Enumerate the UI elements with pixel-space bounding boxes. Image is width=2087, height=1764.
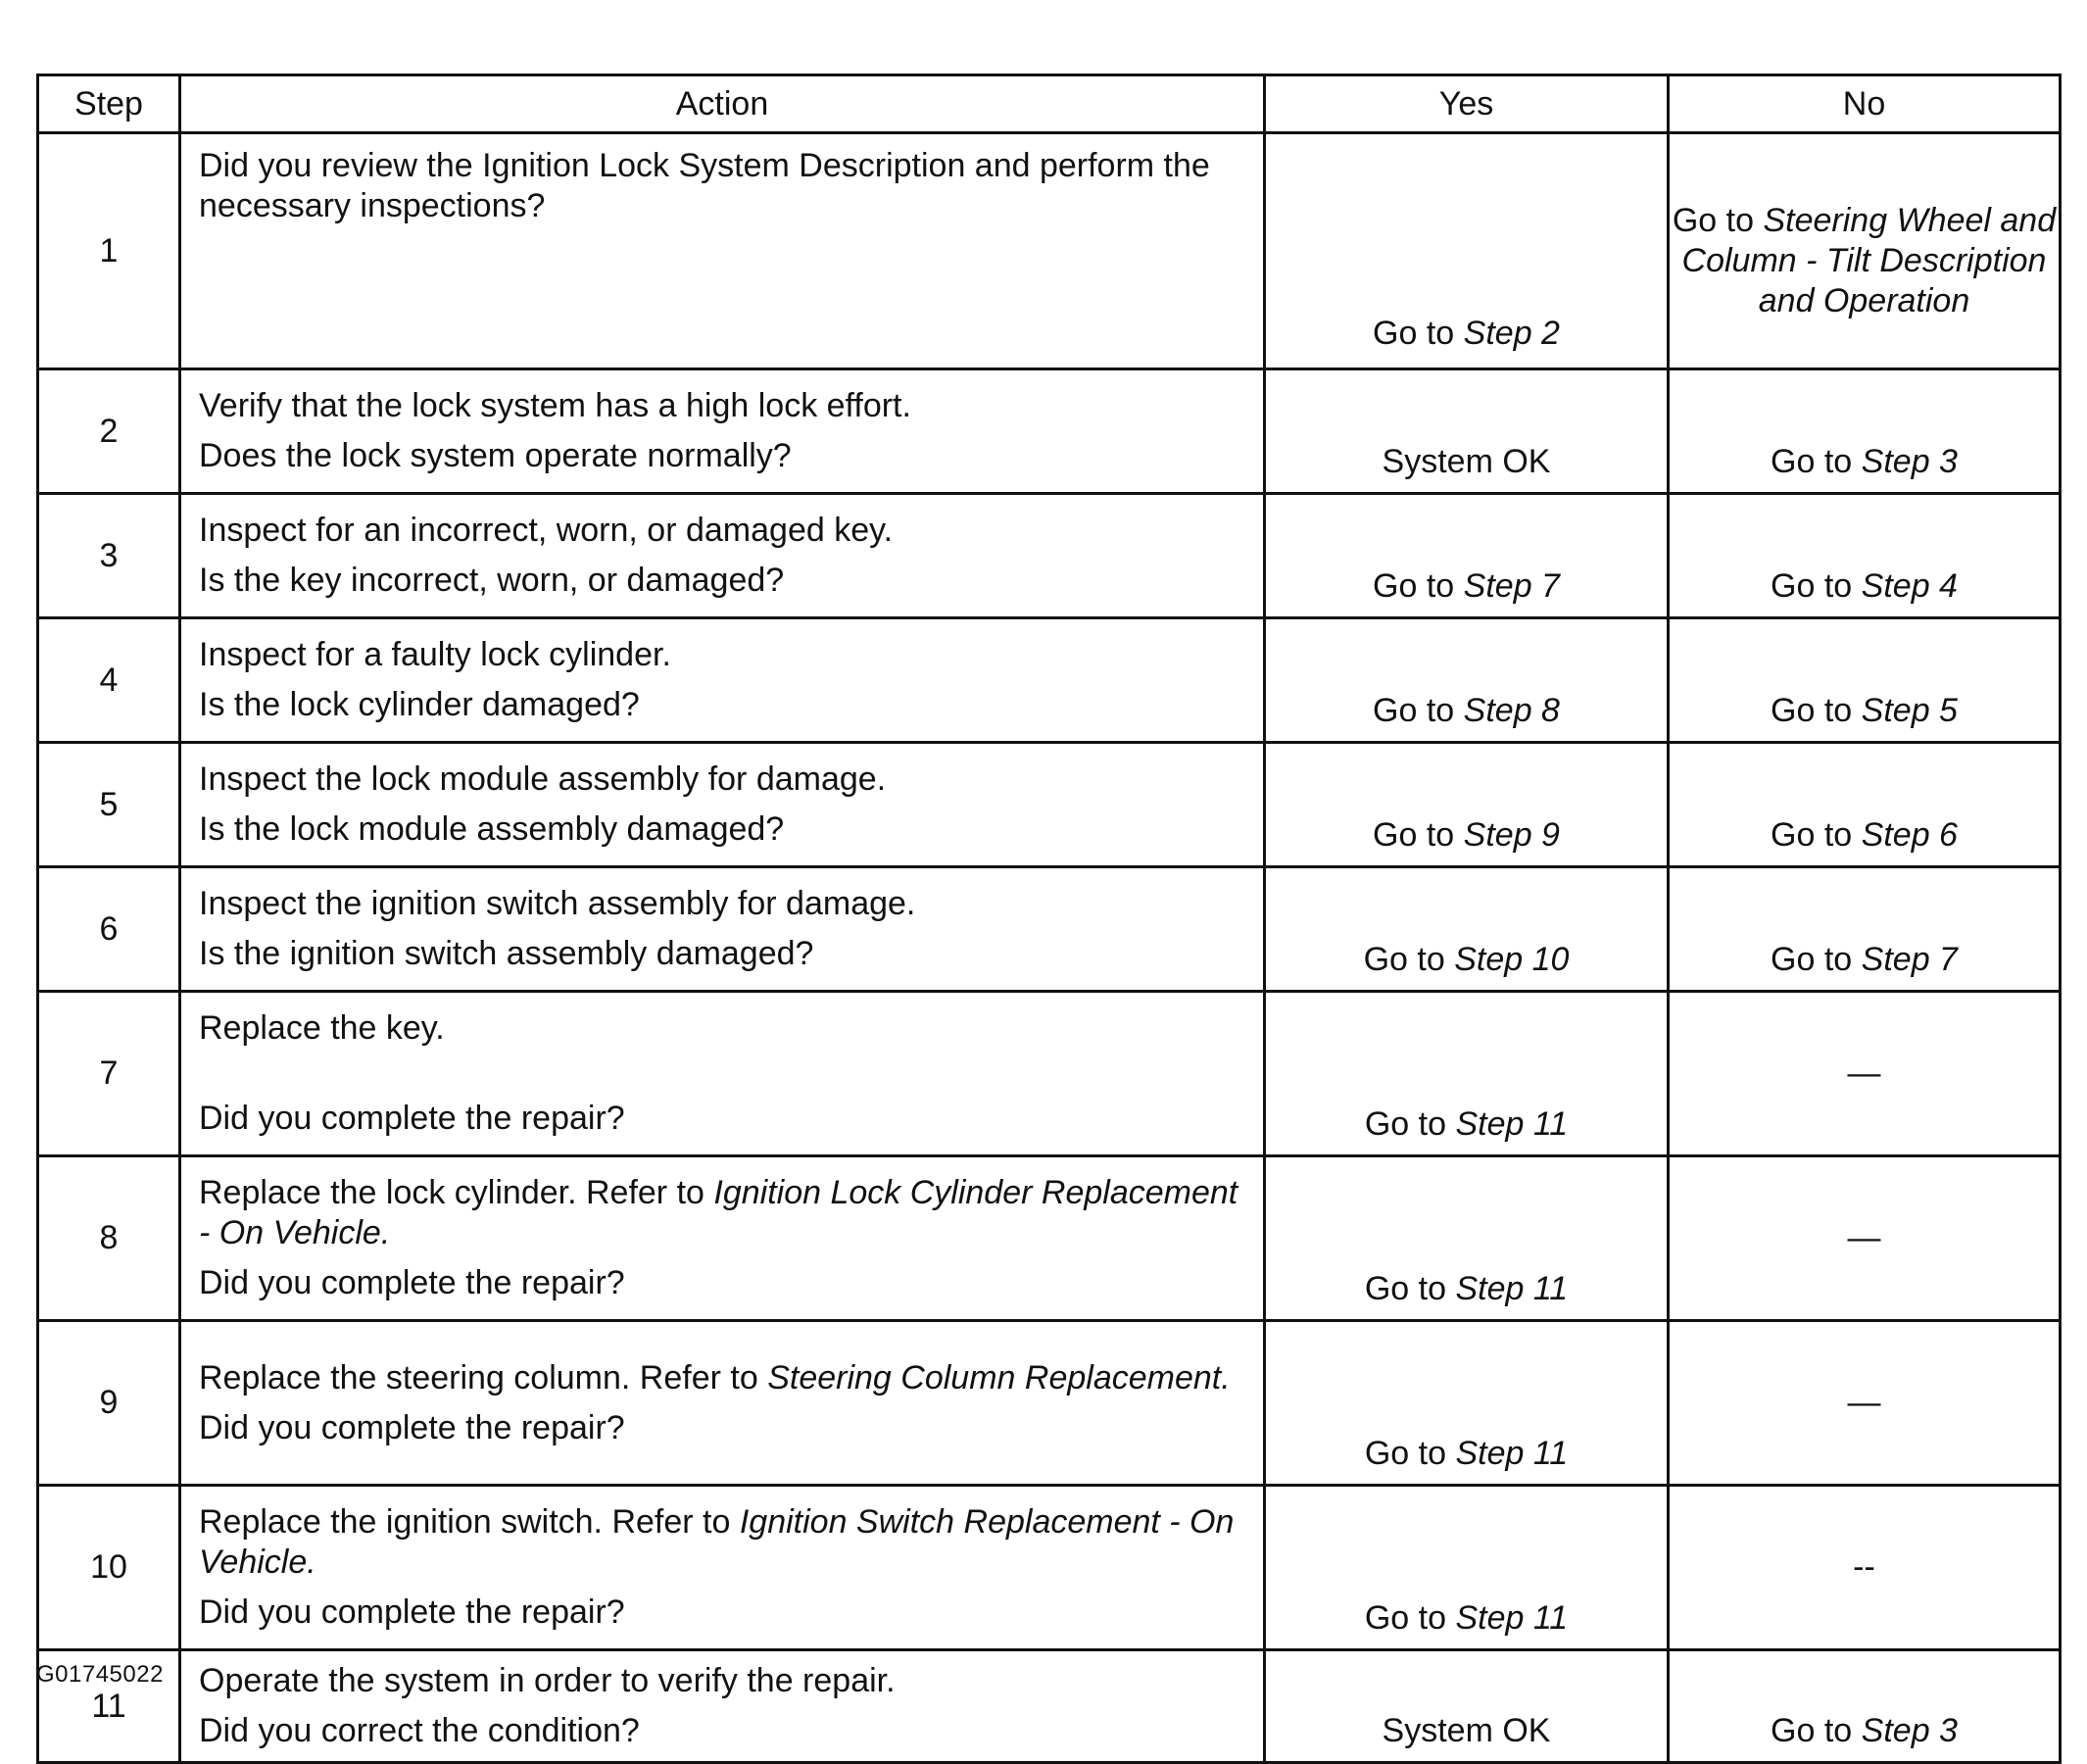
action-cell [180, 743, 1265, 867]
table-row [38, 618, 2061, 743]
no-dash: -- [1853, 1548, 1875, 1586]
no-cell [1669, 133, 2061, 369]
yes-cell [1265, 867, 1669, 992]
action-question: Is the key incorrect, worn, or damaged? [199, 562, 785, 599]
action-question: Did you complete the repair? [199, 1408, 625, 1446]
action-question: Is the lock cylinder damaged? [199, 686, 640, 723]
reference-period: . [307, 1544, 316, 1581]
no-prefix: Go to [1771, 1712, 1853, 1749]
yes-step-link[interactable]: Step 10 [1454, 941, 1570, 978]
no-cell [1669, 867, 2061, 992]
step-number: 7 [38, 992, 180, 1156]
no-cell [1669, 369, 2061, 494]
yes-prefix: Go to [1364, 1270, 1447, 1307]
no-prefix: Go to [1771, 567, 1853, 605]
table-row [38, 133, 2061, 369]
action-instruction [199, 1502, 1245, 1583]
yes-prefix: Go to [1373, 567, 1455, 605]
table-row [38, 867, 2061, 992]
no-dash: — [1847, 1219, 1881, 1256]
action-instruction: Inspect for an incorrect, worn, or damaged key. [199, 512, 894, 549]
table-row [38, 1156, 2061, 1321]
no-prefix: Go to [1771, 692, 1853, 729]
action-cell [180, 1321, 1265, 1486]
yes-cell [1265, 494, 1669, 618]
header-row [38, 75, 2061, 133]
procedure-reference-link[interactable]: Steering Column Replacement [767, 1358, 1222, 1396]
table-row [38, 1321, 2061, 1486]
action-cell [180, 992, 1265, 1156]
step-number: 6 [38, 867, 180, 992]
yes-prefix: Go to [1364, 1435, 1447, 1472]
step-number: 9 [38, 1321, 180, 1486]
no-prefix: Go to [1771, 816, 1853, 854]
step-number: 8 [38, 1156, 180, 1321]
table-row [38, 369, 2061, 494]
action-cell [180, 494, 1265, 618]
no-cell [1669, 1321, 2061, 1486]
diagnostic-table [36, 74, 2062, 1764]
yes-cell [1265, 369, 1669, 494]
yes-step-link[interactable]: Step 11 [1455, 1435, 1569, 1472]
table-row [38, 1650, 2061, 1763]
header-step: Step [38, 75, 180, 133]
yes-prefix: Go to [1373, 315, 1455, 352]
action-question: Is the lock module assembly damaged? [199, 810, 785, 848]
yes-step-link[interactable]: Step 8 [1463, 692, 1560, 729]
action-cell [180, 133, 1265, 369]
action-cell [180, 867, 1265, 992]
action-question: Did you complete the repair? [199, 1100, 625, 1137]
step-number: 1 [38, 133, 180, 369]
no-step-link[interactable]: Step 4 [1861, 567, 1958, 605]
action-cell [180, 369, 1265, 494]
step-number: 10 [38, 1486, 180, 1650]
action-instruction: Inspect the lock module assembly for damage. [199, 760, 887, 798]
no-step-link[interactable]: Step 3 [1861, 1712, 1958, 1749]
instruction-text: Replace the lock cylinder. Refer to [199, 1174, 704, 1211]
action-instruction: Did you review the Ignition Lock System Description and perform the necessary inspections? [199, 147, 1210, 224]
table-row [38, 494, 2061, 618]
table-row [38, 1486, 2061, 1650]
action-instruction: Replace the key. [199, 1009, 445, 1047]
table-row [38, 992, 2061, 1156]
reference-period: . [1221, 1358, 1231, 1396]
no-step-link[interactable]: Step 5 [1861, 692, 1958, 729]
yes-cell [1265, 1650, 1669, 1763]
action-question: Did you complete the repair? [199, 1593, 625, 1631]
yes-prefix: Go to [1373, 816, 1455, 854]
action-question: Did you complete the repair? [199, 1264, 625, 1301]
yes-prefix: Go to [1364, 1599, 1447, 1637]
action-instruction: Inspect the ignition switch assembly for damage. [199, 885, 916, 922]
step-number: 3 [38, 494, 180, 618]
no-step-link[interactable]: Step 3 [1861, 443, 1958, 480]
no-prefix: Go to [1672, 201, 1755, 239]
action-question: Did you correct the condition? [199, 1712, 640, 1749]
yes-step-link[interactable]: Step 7 [1463, 567, 1560, 605]
action-cell [180, 1156, 1265, 1321]
no-cell [1669, 618, 2061, 743]
no-prefix: Go to [1771, 941, 1853, 978]
yes-result: System OK [1382, 1712, 1551, 1749]
action-cell [180, 1650, 1265, 1763]
yes-cell [1265, 1486, 1669, 1650]
yes-result: System OK [1382, 443, 1551, 480]
procedure-reference-link[interactable]: Ignition Switch Replacement - On Vehicle [199, 1503, 1235, 1581]
no-cell [1669, 1486, 2061, 1650]
yes-step-link[interactable]: Step 11 [1455, 1105, 1569, 1143]
action-cell [180, 1486, 1265, 1650]
yes-cell [1265, 1321, 1669, 1486]
yes-step-link[interactable]: Step 9 [1463, 816, 1560, 854]
action-instruction [199, 1358, 1245, 1398]
no-cell [1669, 1156, 2061, 1321]
no-dash: — [1847, 1384, 1881, 1421]
step-number: 4 [38, 618, 180, 743]
action-instruction: Verify that the lock system has a high lock effort. [199, 387, 911, 424]
action-cell [180, 618, 1265, 743]
header-no: No [1669, 75, 2061, 133]
no-cell [1669, 494, 2061, 618]
action-instruction: Operate the system in order to verify the repair. [199, 1662, 896, 1699]
no-reference-link[interactable]: Steering Wheel and Column - Tilt Description and Operation [1681, 201, 2057, 319]
yes-step-link[interactable]: Step 11 [1455, 1270, 1569, 1307]
no-step-link[interactable]: Step 6 [1861, 816, 1958, 854]
procedure-reference-link[interactable]: Ignition Lock Cylinder Replacement - On Vehicle [199, 1174, 1238, 1251]
no-cell [1669, 743, 2061, 867]
yes-cell [1265, 1156, 1669, 1321]
no-cell [1669, 1650, 2061, 1763]
instruction-text: Replace the steering column. Refer to [199, 1358, 758, 1396]
reference-period: . [380, 1214, 391, 1251]
no-step-link[interactable]: Step 7 [1861, 941, 1958, 978]
yes-cell [1265, 618, 1669, 743]
step-number: 11 [38, 1650, 180, 1763]
no-dash: — [1847, 1054, 1881, 1092]
yes-cell [1265, 133, 1669, 369]
figure-id: G01745022 [36, 1661, 164, 1688]
yes-prefix: Go to [1363, 941, 1445, 978]
instruction-text: Replace the ignition switch. Refer to [199, 1503, 731, 1541]
no-cell [1669, 992, 2061, 1156]
action-instruction: Inspect for a faulty lock cylinder. [199, 636, 671, 673]
action-question: Does the lock system operate normally? [199, 437, 792, 474]
step-number: 5 [38, 743, 180, 867]
yes-prefix: Go to [1364, 1105, 1447, 1143]
action-question: Is the ignition switch assembly damaged? [199, 935, 814, 972]
yes-step-link[interactable]: Step 2 [1463, 315, 1560, 352]
yes-prefix: Go to [1373, 692, 1455, 729]
table-row [38, 743, 2061, 867]
yes-cell [1265, 743, 1669, 867]
header-action: Action [180, 75, 1265, 133]
yes-step-link[interactable]: Step 11 [1455, 1599, 1569, 1637]
header-yes: Yes [1265, 75, 1669, 133]
no-prefix: Go to [1771, 443, 1853, 480]
action-instruction [199, 1173, 1245, 1253]
step-number: 2 [38, 369, 180, 494]
yes-cell [1265, 992, 1669, 1156]
